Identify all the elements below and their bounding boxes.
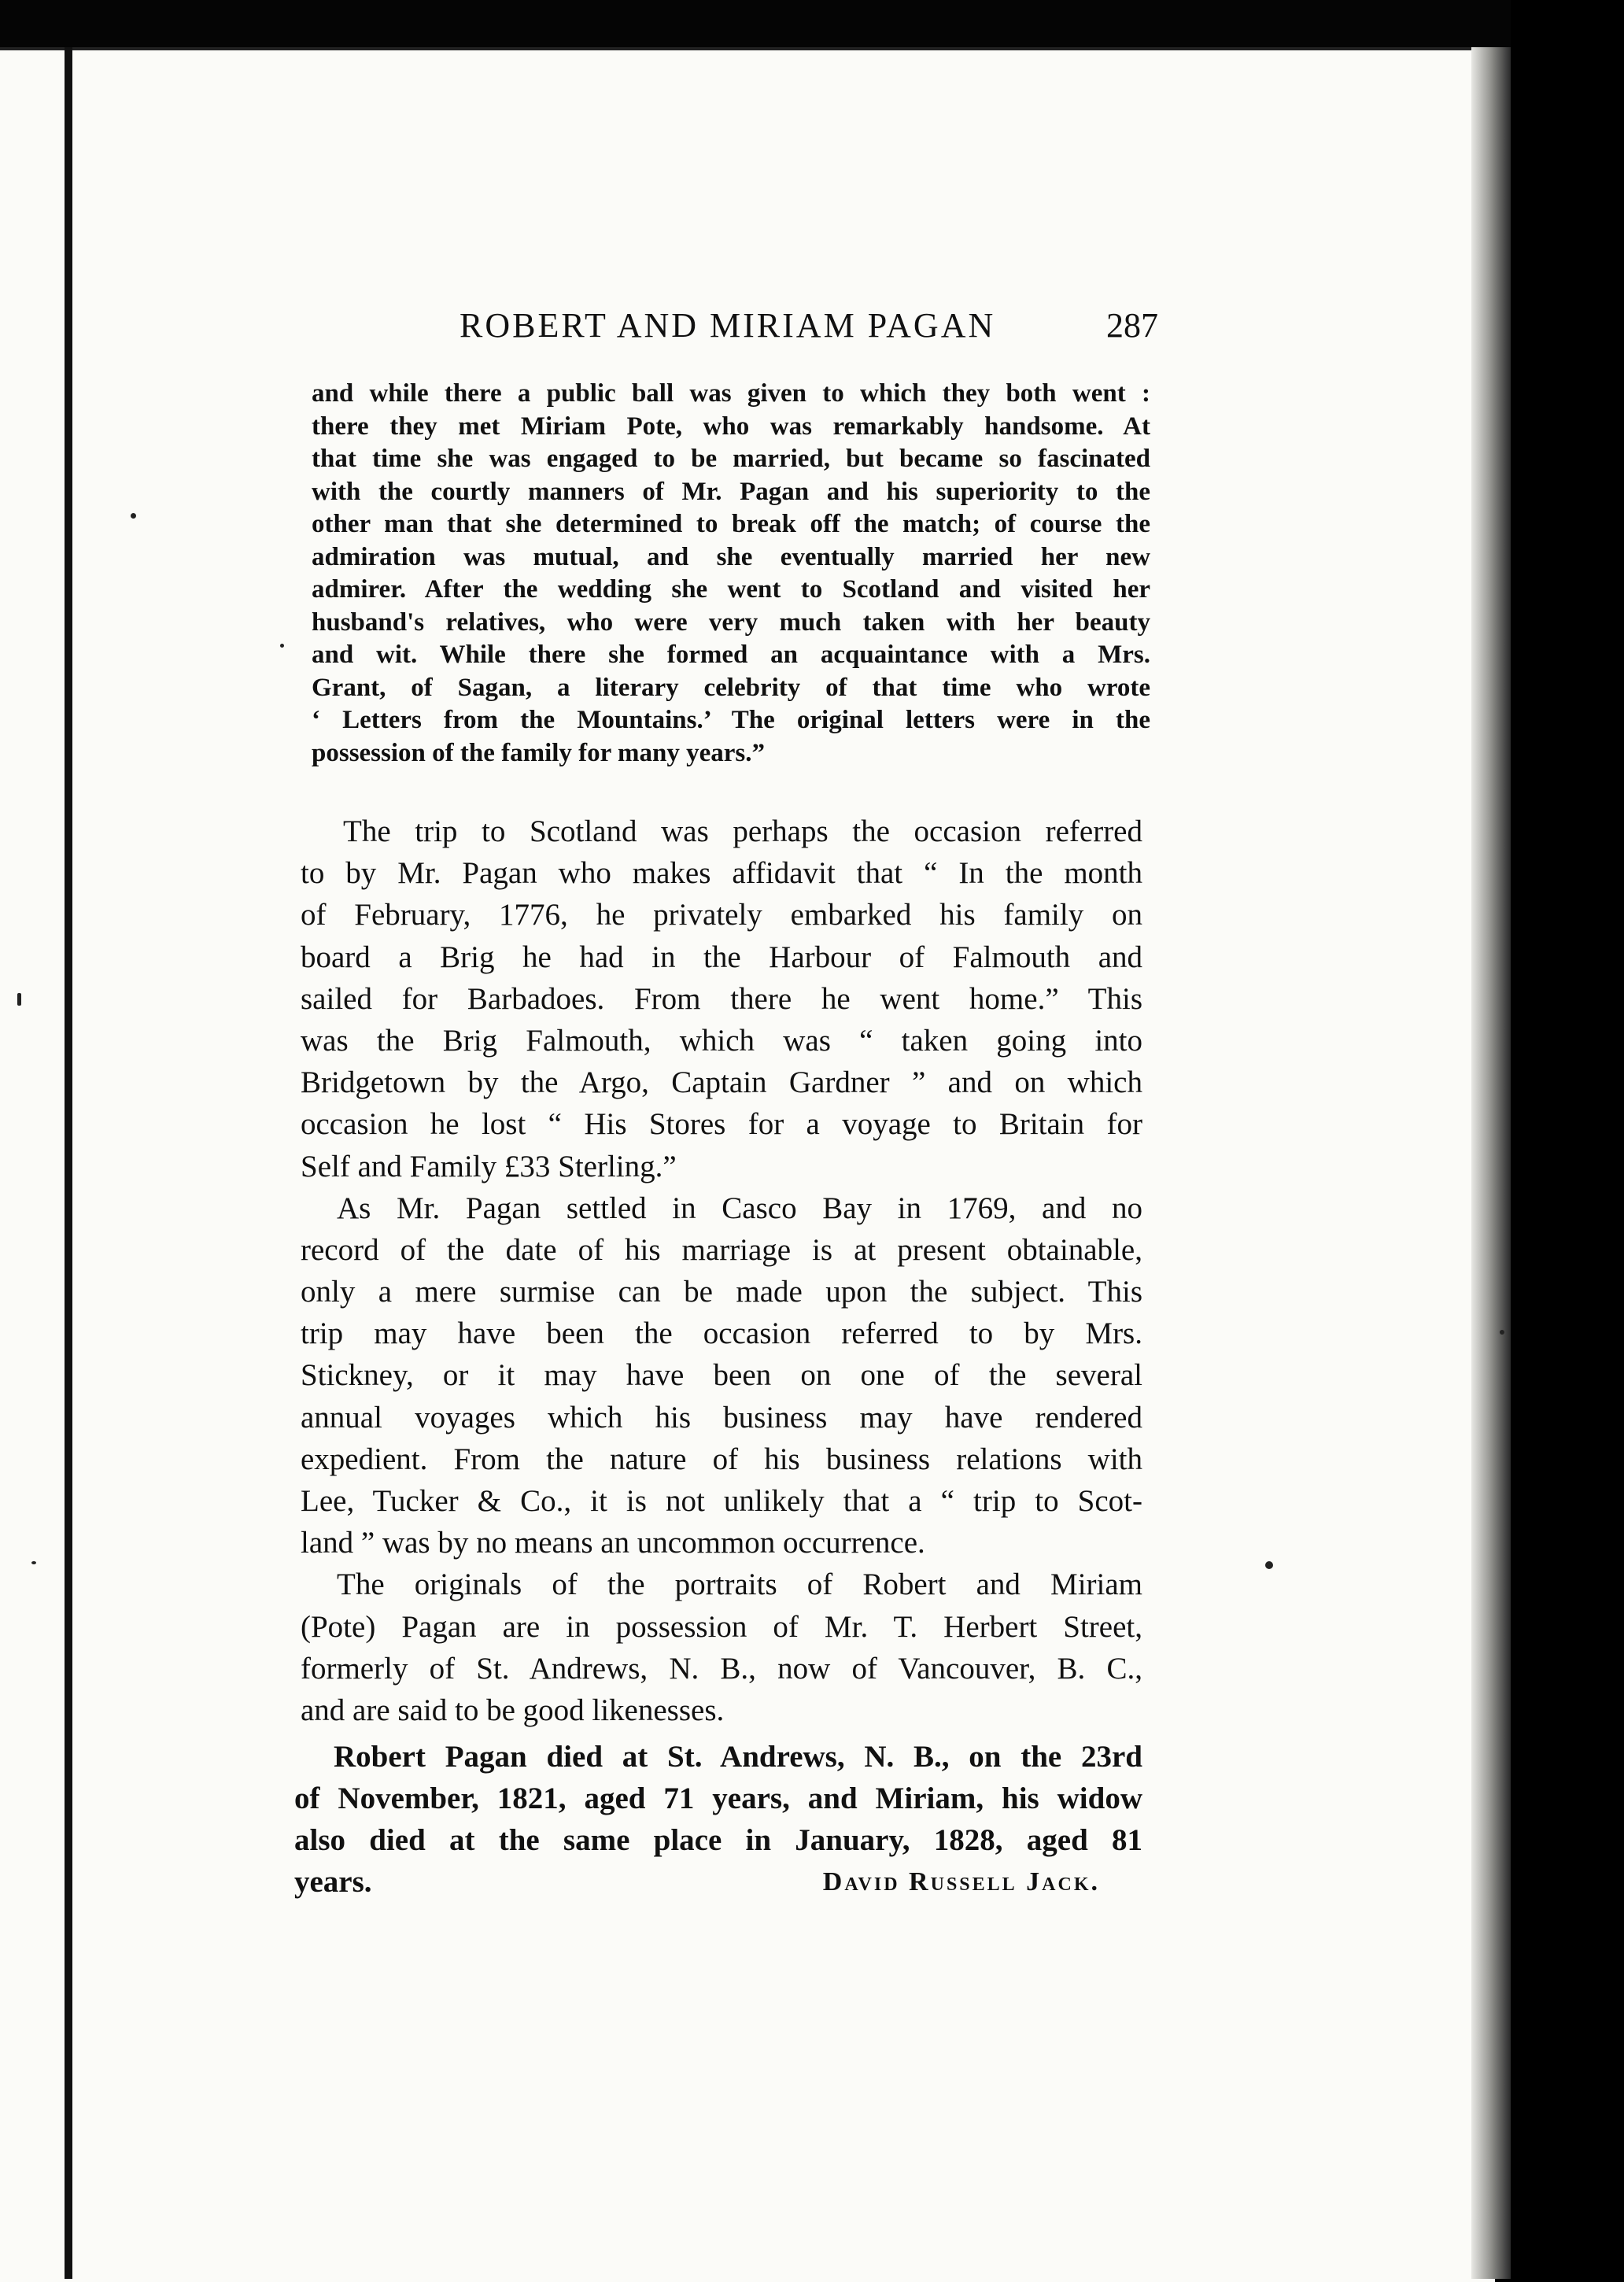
quote-line: admiration was mutual, and she eventually married her new bbox=[312, 542, 1150, 571]
quote-line: husband's relatives, who were very much taken with her beauty bbox=[312, 607, 1150, 637]
body-line: record of the date of his marriage is at present obtainable, bbox=[301, 1232, 1142, 1267]
body-line: Lee, Tucker & Co., it is not unlikely that a “ trip to Scot- bbox=[301, 1484, 1142, 1518]
quote-line: there they met Miriam Pote, who was remarkably handsome. At bbox=[312, 412, 1150, 441]
binding-rule bbox=[65, 47, 72, 2279]
scan-speck bbox=[1500, 1330, 1504, 1335]
body-line: only a mere surmise can be made upon the subject. This bbox=[301, 1275, 1142, 1309]
scan-top-border bbox=[0, 0, 1624, 49]
body-line: trip may have been the occasion referred to by Mrs. bbox=[301, 1316, 1142, 1351]
scan-speck bbox=[1265, 1561, 1273, 1569]
quote-line: that time she was engaged to be married, but became so fascinated bbox=[312, 445, 1150, 473]
running-head bbox=[460, 305, 1158, 353]
quote-line: ‘ Letters from the Mountains.’ The original letters were in the bbox=[312, 706, 1150, 734]
quote-line: admirer. After the wedding she went to Scotland and visited her bbox=[312, 575, 1150, 604]
scan-right-border bbox=[1511, 0, 1624, 2279]
body-line: annual voyages which his business may have rendered bbox=[301, 1400, 1142, 1435]
body-text bbox=[301, 811, 1142, 1731]
body-line: Self and Family £33 Sterling.” bbox=[301, 1149, 677, 1183]
body-line: was the Brig Falmouth, which was “ taken going into bbox=[301, 1023, 1142, 1058]
scan-speck bbox=[31, 1561, 36, 1564]
body-line: land ” was by no means an uncommon occurrence. bbox=[301, 1526, 925, 1560]
body-line: Bridgetown by the Argo, Captain Gardner ” and on which bbox=[301, 1065, 1142, 1100]
closing-paragraph bbox=[294, 1736, 1142, 1903]
quote-line: possession of the family for many years.” bbox=[312, 738, 765, 767]
body-line: sailed for Barbadoes. From there he went home.” This bbox=[301, 981, 1142, 1016]
quote-line: Grant, of Sagan, a literary celebrity of that time who wrote bbox=[312, 673, 1150, 702]
running-title: ROBERT AND MIRIAM PAGAN bbox=[460, 306, 996, 345]
paragraph-first-line: Robert Pagan died at St. Andrews, N. B., on the 23rd bbox=[334, 1740, 1142, 1774]
signature-line bbox=[294, 1861, 1142, 1903]
author-signature: David Russell Jack. bbox=[822, 1867, 1100, 1896]
quote-line: and wit. While there she formed an acquaintance with a Mrs. bbox=[312, 641, 1150, 669]
quoted-passage bbox=[312, 378, 1150, 770]
body-line: occasion he lost “ His Stores for a voyage to Britain for bbox=[301, 1107, 1142, 1142]
paragraph-first-line: The trip to Scotland was perhaps the occasion referred bbox=[343, 814, 1142, 848]
body-line: (Pote) Pagan are in possession of Mr. T. Herbert Street, bbox=[301, 1609, 1142, 1644]
quote-line: other man that she determined to break off the match; of course the bbox=[312, 510, 1150, 538]
paragraph-first-line: The originals of the portraits of Robert and Miriam bbox=[337, 1567, 1142, 1602]
quote-line: and while there a public ball was given to which they both went : bbox=[312, 379, 1150, 408]
body-line: Stickney, or it may have been on one of the several bbox=[301, 1358, 1142, 1393]
body-line: and are said to be good likenesses. bbox=[301, 1693, 725, 1727]
body-line: of February, 1776, he privately embarked his family on bbox=[301, 898, 1142, 932]
body-line: expedient. From the nature of his business relations with bbox=[301, 1442, 1142, 1476]
body-line: of November, 1821, aged 71 years, and Miriam, his widow bbox=[294, 1782, 1142, 1815]
body-line: to by Mr. Pagan who makes affidavit that “ In the month bbox=[301, 856, 1142, 891]
scan-speck bbox=[280, 644, 284, 648]
page-number: 287 bbox=[1106, 306, 1158, 345]
body-line: formerly of St. Andrews, N. B., now of Vancouver, B. C., bbox=[301, 1651, 1142, 1686]
body-line: also died at the same place in January, 1828, aged 81 bbox=[294, 1823, 1142, 1857]
page-right-edge-shadow bbox=[1471, 47, 1511, 2279]
scan-speck bbox=[131, 513, 136, 519]
body-line: board a Brig he had in the Harbour of Falmouth and bbox=[301, 940, 1142, 974]
scan-speck bbox=[17, 993, 21, 1006]
closing-word: years. bbox=[294, 1865, 372, 1899]
paragraph-first-line: As Mr. Pagan settled in Casco Bay in 1769, and no bbox=[337, 1191, 1142, 1225]
quote-line: with the courtly manners of Mr. Pagan and his superiority to the bbox=[312, 477, 1150, 506]
